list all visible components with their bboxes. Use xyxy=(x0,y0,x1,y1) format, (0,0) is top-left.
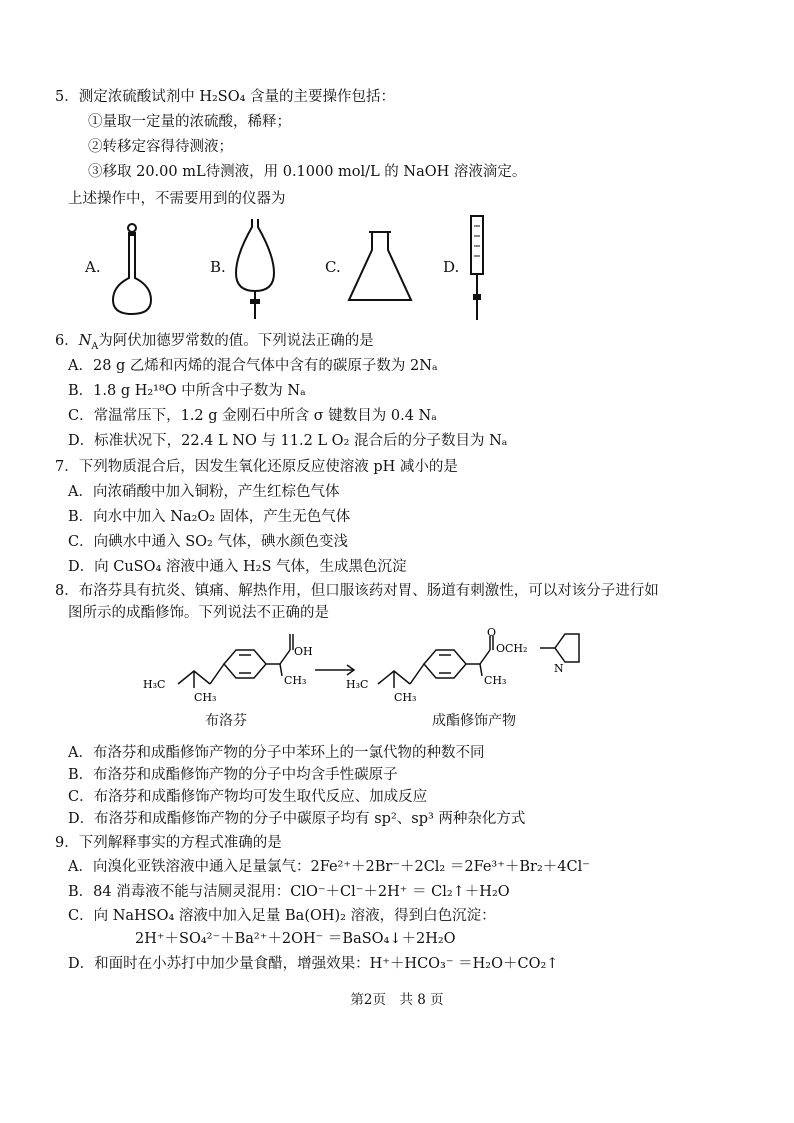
q9-option-c-equation: 2H⁺＋SO₄²⁻＋Ba²⁺＋2OH⁻ ＝BaSO₄↓＋2H₂O xyxy=(135,931,456,947)
q8-option-a[interactable]: A．布洛芬和成酯修饰产物的分子中苯环上的一氯代物的种数不同 xyxy=(68,745,485,761)
q8-stem-line2: 图所示的成酯修饰。下列说法不正确的是 xyxy=(68,605,329,621)
q8-option-b[interactable]: B．布洛芬和成酯修饰产物的分子中均含手性碳原子 xyxy=(68,767,398,783)
q5-option-d-label: D. xyxy=(443,258,460,276)
volumetric-flask-icon xyxy=(110,222,162,318)
ester-product-structure xyxy=(378,634,579,688)
q7-option-d[interactable]: D．向 CuSO₄ 溶液中通入 H₂S 气体，生成黑色沉淀 xyxy=(68,559,407,575)
reaction-arrow xyxy=(315,665,354,675)
conical-flask-icon xyxy=(345,228,415,306)
ch3-alpha-label-product: CH₃ xyxy=(484,674,507,687)
q9-stem: 9．下列解释事实的方程式准确的是 xyxy=(55,835,282,851)
q5-step-2: ②转移定容得待测液； xyxy=(88,139,233,155)
q8-stem-line1: 8．布洛芬具有抗炎、镇痛、解热作用，但口服该药对胃、肠道有刺激性，可以对该分子进行如 xyxy=(55,583,659,599)
q5-question: 上述操作中，不需要用到的仪器为 xyxy=(68,191,286,207)
q5-option-a-label: A. xyxy=(85,258,101,276)
q9-option-d[interactable]: D．和面时在小苏打中加少量食醋，增强效果：H⁺＋HCO₃⁻ ＝H₂O＋CO₂↑ xyxy=(68,956,559,972)
q7-option-a[interactable]: A．向浓硝酸中加入铜粉，产生红棕色气体 xyxy=(68,484,340,500)
q6-stem: 6．$N_A$为阿伏加德罗常数的值。下列说法正确的是 xyxy=(55,333,374,352)
carbonyl-o-label: O xyxy=(487,628,497,639)
ibuprofen-structure xyxy=(178,634,293,688)
ibuprofen-caption: 布洛芬 xyxy=(205,713,247,729)
burette-icon xyxy=(462,212,492,327)
q5-option-b-label: B. xyxy=(210,258,226,276)
ch3-label: CH₃ xyxy=(194,691,217,704)
q7-option-b[interactable]: B．向水中加入 Na₂O₂ 固体，产生无色气体 xyxy=(68,509,351,525)
pyridine-n-label: N xyxy=(554,662,564,675)
q9-option-c[interactable]: C．向 NaHSO₄ 溶液中加入足量 Ba(OH)₂ 溶液，得到白色沉淀： xyxy=(68,908,496,924)
q6-option-d[interactable]: D．标准状况下，22.4 L NO 与 11.2 L O₂ 混合后的分子数目为 Nₐ xyxy=(68,433,508,449)
q6-option-a[interactable]: A．28 g 乙烯和丙烯的混合气体中含有的碳原子数为 2Nₐ xyxy=(68,358,438,374)
separatory-funnel-icon xyxy=(230,215,280,325)
q9-option-b[interactable]: B．84 消毒液不能与洁厕灵混用：ClO⁻＋Cl⁻＋2H⁺ ＝ Cl₂↑＋H₂O xyxy=(68,884,510,900)
q9-option-a[interactable]: A．向溴化亚铁溶液中通入足量氯气：2Fe²⁺＋2Br⁻＋2Cl₂ ＝2Fe³⁺＋Br₂＋4Cl⁻ xyxy=(68,859,590,875)
page-footer: 第2页 共 8 页 xyxy=(350,992,444,1008)
oh-label: OH xyxy=(294,645,313,658)
ch3-alpha-label: CH₃ xyxy=(284,674,307,687)
ester-product-caption: 成酯修饰产物 xyxy=(432,713,516,729)
q5-option-c-label: C. xyxy=(325,258,341,276)
esterification-scheme xyxy=(140,628,580,708)
q8-option-c[interactable]: C．布洛芬和成酯修饰产物均可发生取代反应、加成反应 xyxy=(68,789,428,805)
ch3-label-product: CH₃ xyxy=(394,691,417,704)
q7-stem: 7．下列物质混合后，因发生氧化还原反应使溶液 pH 减小的是 xyxy=(55,459,458,475)
q5-step-3: ③移取 20.00 mL待测液，用 0.1000 mol/L 的 NaOH 溶液滴定。 xyxy=(88,164,527,180)
q5-stem: 5．测定浓硫酸试剂中 H₂SO₄ 含量的主要操作包括： xyxy=(55,89,396,105)
q6-option-c[interactable]: C．常温常压下，1.2 g 金刚石中所含 σ 键数目为 0.4 Nₐ xyxy=(68,408,437,424)
och2-label: OCH₂ xyxy=(496,642,528,655)
q8-option-d[interactable]: D．布洛芬和成酯修饰产物的分子中碳原子均有 sp²、sp³ 两种杂化方式 xyxy=(68,811,526,827)
h3c-label-product: H₃C xyxy=(346,678,369,691)
q6-option-b[interactable]: B．1.8 g H₂¹⁸O 中所含中子数为 Nₐ xyxy=(68,383,306,399)
q7-option-c[interactable]: C．向碘水中通入 SO₂ 气体，碘水颜色变浅 xyxy=(68,534,348,550)
h3c-label: H₃C xyxy=(143,678,166,691)
q5-step-1: ①量取一定量的浓硫酸，稀释； xyxy=(88,114,291,130)
